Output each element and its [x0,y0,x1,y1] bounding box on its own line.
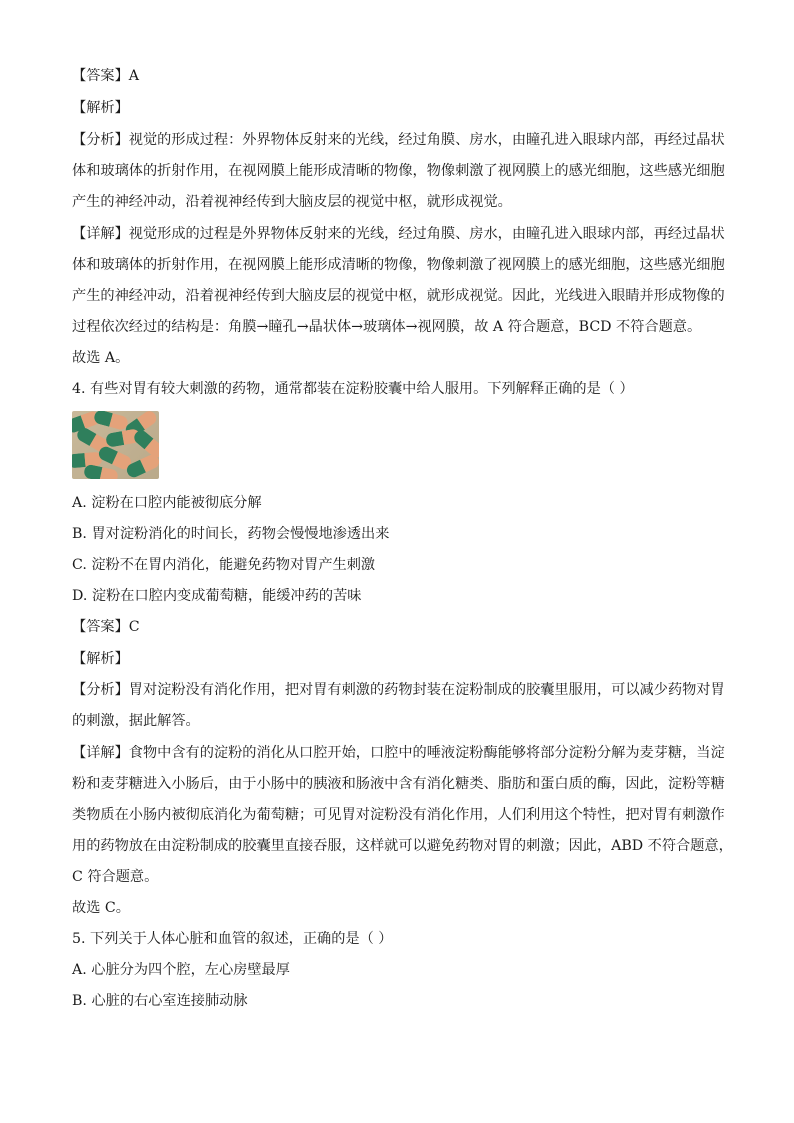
q4-answer: 【答案】C [72,619,140,635]
q4-detail-line: 类物质在小肠内被彻底消化为葡萄糖；可见胃对淀粉没有消化作用，人们利用这个特性，把对胃有刺激作 [72,807,725,823]
q3-analysis-line: 【分析】视觉的形成过程：外界物体反射来的光线，经过角膜、房水，由瞳孔进入眼球内部，再经过晶状 [72,132,725,148]
q4-option-a: A. 淀粉在口腔内能被彻底分解 [72,495,262,511]
q4-choose: 故选 C。 [72,900,130,916]
q4-option-b: B. 胃对淀粉消化的时间长，药物会慢慢地渗透出来 [72,526,390,542]
q5-stem: 5. 下列关于人体心脏和血管的叙述，正确的是（ ） [72,931,393,947]
q4-detail-line: 粉和麦芽糖进入小肠后，由于小肠中的胰液和肠液中含有消化糖类、脂肪和蛋白质的酶，因此，淀粉等糖 [72,776,725,792]
q3-detail-line: 产生的神经冲动，沿着视神经传到大脑皮层的视觉中枢，就形成视觉。因此，光线进入眼睛并形成物像的 [72,288,725,304]
q4-detail-line: 【详解】食物中含有的淀粉的消化从口腔开始，口腔中的唾液淀粉酶能够将部分淀粉分解为麦芽糖，当淀 [72,745,725,761]
q4-analysis-line: 【分析】胃对淀粉没有消化作用，把对胃有刺激的药物封装在淀粉制成的胶囊里服用，可以减少药物对胃 [72,682,725,698]
q4-detail-line: 用的药物放在由淀粉制成的胶囊里直接吞服，这样就可以避免药物对胃的刺激；因此，ABD 不符合题意， [72,838,733,854]
q4-analysis-line: 的刺激，据此解答。 [72,713,200,729]
q3-choose: 故选 A。 [72,350,130,366]
q3-detail-line: 过程依次经过的结构是：角膜→瞳孔→晶状体→玻璃体→视网膜，故 A 符合题意，BCD 不符合题意。 [72,319,702,335]
q5-option-b: B. 心脏的右心室连接肺动脉 [72,993,248,1009]
q4-detail-line: C 符合题意。 [72,869,159,885]
q4-analysis-head: 【解析】 [72,651,129,667]
q3-analysis-line: 体和玻璃体的折射作用，在视网膜上能形成清晰的物像，物像刺激了视网膜上的感光细胞，这些感光细胞 [72,163,725,179]
q3-detail-line: 【详解】视觉形成的过程是外界物体反射来的光线，经过角膜、房水，由瞳孔进入眼球内部，再经过晶状 [72,226,725,242]
q3-detail-line: 体和玻璃体的折射作用，在视网膜上能形成清晰的物像，物像刺激了视网膜上的感光细胞，这些感光细胞 [72,257,725,273]
q3-analysis-head: 【解析】 [72,100,129,116]
q3-analysis-line: 产生的神经冲动，沿着视神经传到大脑皮层的视觉中枢，就形成视觉。 [72,194,512,210]
q4-option-d: D. 淀粉在口腔内变成葡萄糖，能缓冲药的苦味 [72,588,362,604]
q5-option-a: A. 心脏分为四个腔，左心房壁最厚 [72,962,290,978]
capsules-photo-icon [72,411,159,479]
q4-stem: 4. 有些对胃有较大刺激的药物，通常都装在淀粉胶囊中给人服用。下列解释正确的是（ ） [72,381,634,397]
q3-answer: 【答案】A [72,68,139,84]
q4-option-c: C. 淀粉不在胃内消化，能避免药物对胃产生刺激 [72,557,376,573]
